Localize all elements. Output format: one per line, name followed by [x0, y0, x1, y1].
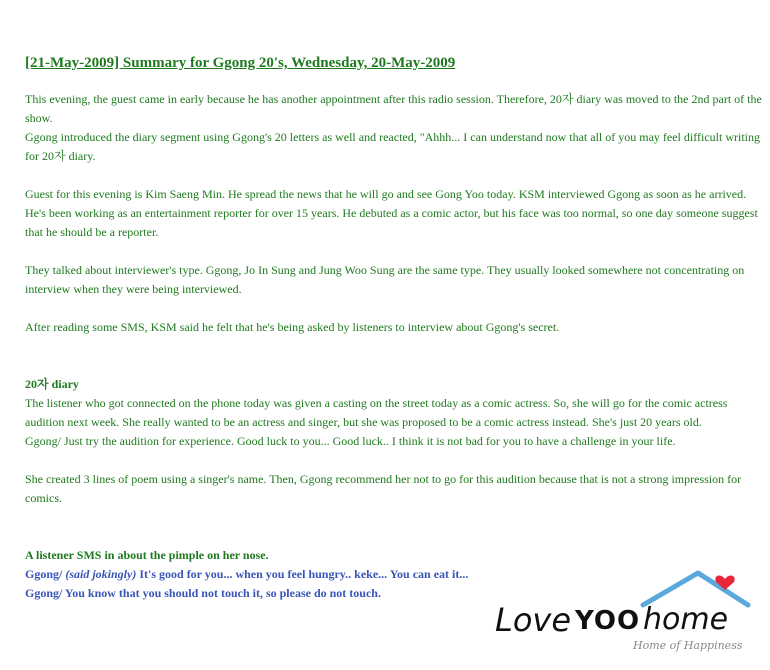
logo-graphic — [493, 565, 763, 660]
sms-reply-1-italic: (said jokingly) — [65, 567, 137, 581]
diary-text: The listener who got connected on the phone today was given a casting on the street today as a comic actress. So, she will go for the comic actress audition next week. She really wanted to be an actress and singer, but she was proposed to be a comic actress instead. She's just 20 years old. — [25, 396, 728, 429]
logo-word-love: Love — [495, 601, 572, 639]
logo-word-yoo: YOO — [575, 606, 641, 636]
sms-reply-2: Ggong/ You know that you should not touch it, so please do not touch. — [25, 586, 381, 600]
paragraph-intro-2: Ggong introduced the diary segment using Ggong's 20 letters as well and reacted, "Ahhh... I can understand now that all of you may feel difficult writing for 20자 diary. — [25, 130, 760, 163]
paragraph-guest: Guest for this evening is Kim Saeng Min. He spread the news that he will go and see Gong Yoo today. KSM interviewed Ggong as soon as he arrived. He's been working as an entertainment reporter for over 15 years. He debuted as a comic actor, but his face was too normal, so one day someone suggest that he should be a reporter. — [25, 187, 758, 239]
paragraph-interviewer-type: They talked about interviewer's type. Ggong, Jo In Sung and Jung Woo Sung are the same type. They usually looked somewhere not concentrating on interview when they were being interviewed. — [25, 263, 745, 296]
love-yoo-home-logo — [493, 565, 763, 660]
paragraph-intro-1: This evening, the guest came in early because he has another appointment after this radio session. Therefore, 20자 diary was moved to the 2nd part of the show. — [25, 92, 762, 125]
sms-reply-1-rest: It's good for you... when you feel hungry.. keke... You can eat it... — [136, 567, 469, 581]
page-title[interactable]: [21-May-2009] Summary for Ggong 20's, Wednesday, 20-May-2009 — [25, 55, 456, 71]
article — [25, 53, 767, 603]
paragraph-sms: After reading some SMS, KSM said he felt that he's being asked by listeners to interview about Ggong's secret. — [25, 320, 560, 334]
diary-poem-text: She created 3 lines of poem using a singer's name. Then, Ggong recommend her not to go for this audition because that is not a strong impression for comics. — [25, 472, 742, 505]
diary-ggong-reply: Ggong/ Just try the audition for experience. Good luck to you... Good luck.. I think it is not bad for you to have a challenge in your life. — [25, 434, 676, 448]
diary-heading: 20자 diary — [25, 377, 79, 391]
logo-word-home: home — [643, 602, 729, 637]
sms-reply-1-prefix: Ggong/ — [25, 567, 66, 581]
sms-heading: A listener SMS in about the pimple on her nose. — [25, 548, 269, 562]
logo-tagline: Home of Happiness — [633, 639, 743, 652]
